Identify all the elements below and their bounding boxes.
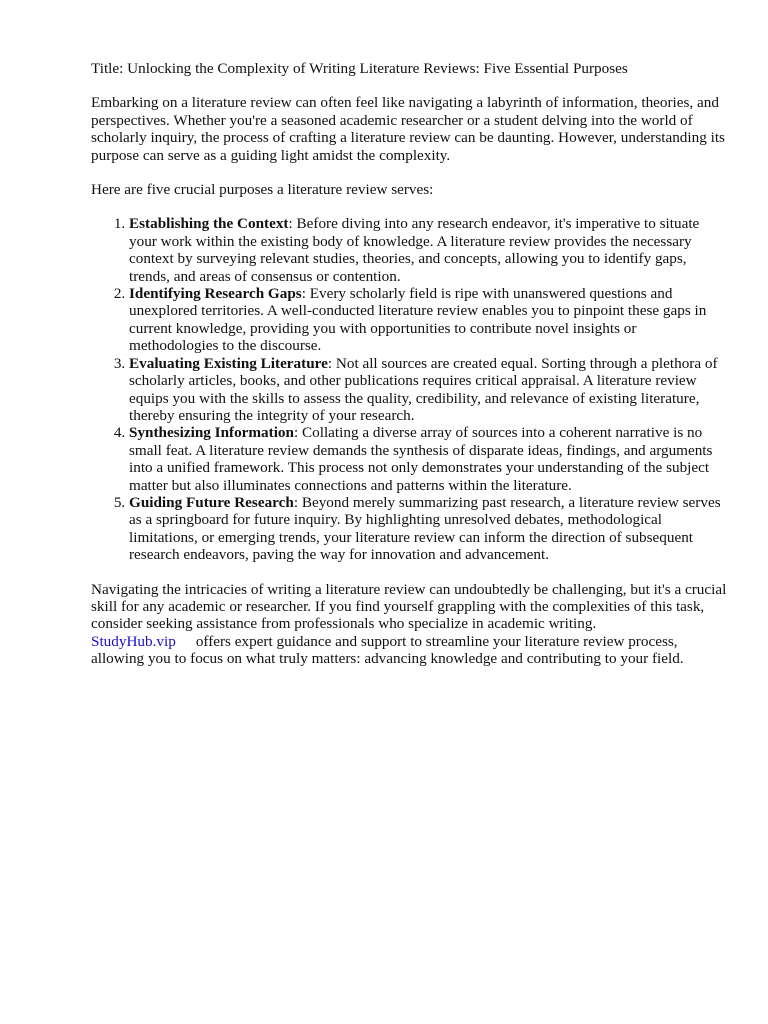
list-item-text: : Beyond merely summarizing past research, a literature review serves as a springboard for future inquiry. By highlighting unresolved debates, methodological limitations, or emerging trends, your literature review can inform the direction of subsequent research endeavors, paving the way for innovation and advancement.	[129, 493, 721, 564]
list-item-term: Identifying Research Gaps	[129, 285, 302, 303]
closing-paragraph	[91, 581, 727, 668]
list-intro: Here are five crucial purposes a literature review serves:	[91, 181, 434, 199]
list-item-term: Guiding Future Research	[129, 493, 294, 511]
list-item-text: : Every scholarly field is ripe with unanswered questions and unexplored territories. A well-conducted literature review enables you to pinpoint these gaps in current knowledge, providing you with opportunities to contribute novel insights or methodologies to the discourse.	[129, 285, 707, 355]
list-item	[129, 285, 727, 355]
document-title: Title: Unlocking the Complexity of Writing Literature Reviews: Five Essential Purposes	[91, 60, 628, 77]
purposes-list	[91, 215, 727, 563]
closing-paragraph-end: offers expert guidance and support to streamline your literature review process, allowing you to focus on what truly matters: advancing knowledge and contributing to your field.	[91, 632, 684, 668]
list-item	[129, 424, 727, 494]
intro-paragraph: Embarking on a literature review can often feel like navigating a labyrinth of information, theories, and perspectives. Whether you're a seasoned academic researcher or a student delving into the world of scholarly inquiry, the process of crafting a literature review can be daunting. However, understanding its purpose can serve as a guiding light amidst the complexity.	[91, 94, 725, 164]
studyhub-link[interactable]: StudyHub.vip	[91, 632, 176, 650]
list-item-term: Synthesizing Information	[129, 424, 294, 442]
list-item-text: : Collating a diverse array of sources into a coherent narrative is no small feat. A literature review demands the synthesis of disparate ideas, findings, and arguments into a unified framework. This process not only demonstrates your understanding of the subject matter but also illuminates connections and patterns within the literature.	[129, 424, 713, 494]
list-item-term: Evaluating Existing Literature	[129, 354, 328, 372]
list-item	[129, 355, 727, 425]
list-item-text: : Before diving into any research endeavor, it's imperative to situate your work within the existing body of knowledge. A literature review provides the necessary context by surveying relevant studies, theories, and concepts, allowing you to identify gaps, trends, and areas of consensus or contention.	[129, 215, 700, 285]
list-item	[129, 494, 727, 564]
closing-paragraph-start: Navigating the intricacies of writing a literature review can undoubtedly be challenging, but it's a crucial skill for any academic or researcher. If you find yourself grappling with the complexities of this task, consider seeking assistance from professionals who specialize in academic writing.	[91, 580, 727, 633]
list-item	[129, 215, 727, 285]
document-body	[91, 60, 727, 685]
list-item-term: Establishing the Context	[129, 215, 289, 233]
list-item-text: : Not all sources are created equal. Sorting through a plethora of scholarly articles, books, and other publications requires critical appraisal. A literature review equips you with the skills to assess the quality, credibility, and relevance of existing literature, thereby ensuring the integrity of your research.	[129, 354, 718, 424]
